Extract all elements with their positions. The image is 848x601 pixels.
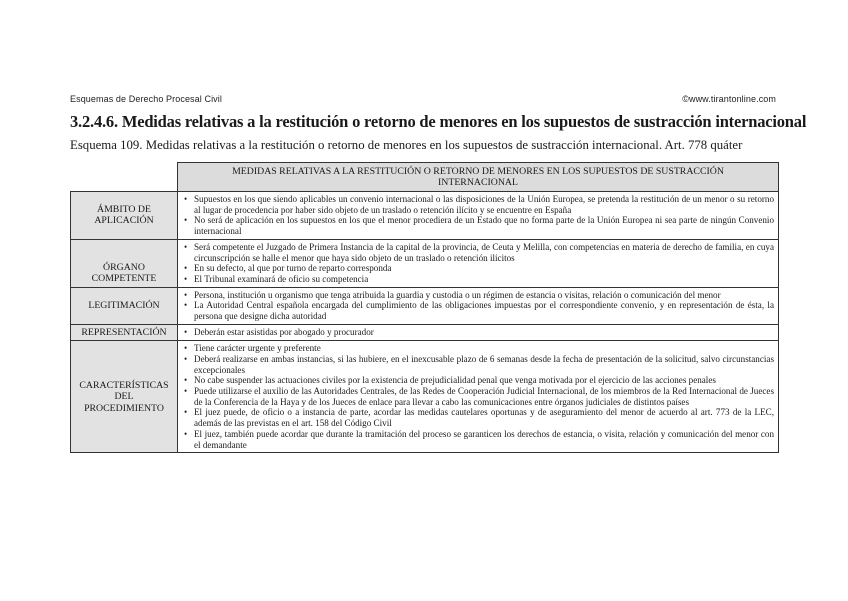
schema-table <box>70 162 779 453</box>
schema-title: Esquema 109. Medidas relativas a la restitución o retorno de menores en los supuestos de sustracción internacional. Art. 778 quáter <box>70 138 743 152</box>
row-label: CARACTERÍSTICAS DEL PROCEDIMIENTO <box>71 341 178 453</box>
list-item: • El Tribunal examinará de oficio su competencia <box>194 274 774 285</box>
running-header-right: ©www.tirantonline.com <box>682 94 776 104</box>
list-item: • Supuestos en los que siendo aplicables un convenio internacional o las disposiciones de la Unión Europea, se pretenda la restitución de un menor o su retorno al lugar de procedencia por haber sido objeto de un traslado o retención ilícito y se encuentre en España <box>194 194 774 215</box>
row-content <box>178 239 779 287</box>
list-item: • Puede utilizarse el auxilio de las Autoridades Centrales, de las Redes de Cooperación Judicial Internacional, de los miembros de la Red Internacional de Jueces de la Conferencia de la Haya y de los Jueces de enlace para llevar a cabo las comunicaciones entre órganos judiciales de distintos países <box>194 386 774 407</box>
list-item: • No será de aplicación en los supuestos en los que el menor procediera de un Estado que no forma parte de la Unión Europea ni sea parte de ningún Convenio internacional <box>194 215 774 236</box>
row-content <box>178 287 779 324</box>
list-item: • Deberán estar asistidas por abogado y procurador <box>194 327 774 338</box>
table-row <box>71 324 779 341</box>
table-row <box>71 239 779 287</box>
row-content <box>178 341 779 453</box>
table-header-row <box>71 163 779 192</box>
row-label: REPRESENTACIÓN <box>71 324 178 341</box>
list-item: • El juez, también puede acordar que durante la tramitación del proceso se garanticen los derechos de estancia, o visita, relación y comunicación del menor con el demandante <box>194 429 774 450</box>
row-label: ÁMBITO DE APLICACIÓN <box>71 192 178 240</box>
row-label: ÓRGANO COMPETENTE <box>71 239 178 287</box>
list-item: • Será competente el Juzgado de Primera Instancia de la capital de la provincia, de Ceuta y Melilla, con competencias en materia de derecho de familia, en cuya circunscripción se halle el menor que haya sido objeto de un traslado o retención ilícitos <box>194 242 774 263</box>
list-item: • Tiene carácter urgente y preferente <box>194 343 774 354</box>
row-content <box>178 324 779 341</box>
list-item: • En su defecto, al que por turno de reparto corresponda <box>194 263 774 274</box>
list-item: • Deberá realizarse en ambas instancias, si las hubiere, en el inexcusable plazo de 6 semanas desde la fecha de presentación de la solicitud, salvo circunstancias excepcionales <box>194 354 774 375</box>
table-corner <box>71 163 178 192</box>
list-item: • El juez puede, de oficio o a instancia de parte, acordar las medidas cautelares oportunas y de aseguramiento del menor de acuerdo al art. 773 de la LEC, además de las previstas en el art. 158 del Código Civil <box>194 407 774 428</box>
table-row <box>71 341 779 453</box>
row-label: LEGITIMACIÓN <box>71 287 178 324</box>
section-title: 3.2.4.6. Medidas relativas a la restitución o retorno de menores en los supuestos de sustracción internacional <box>70 112 807 131</box>
running-header-left: Esquemas de Derecho Procesal Civil <box>70 94 222 104</box>
table-row <box>71 287 779 324</box>
list-item: • La Autoridad Central española encargada del cumplimiento de las obligaciones impuestas por el correspondiente convenio, y en representación de ésta, la persona que designe dicha autoridad <box>194 300 774 321</box>
list-item: • No cabe suspender las actuaciones civiles por la existencia de prejudicialidad penal que venga motivada por el ejercicio de las acciones penales <box>194 375 774 386</box>
list-item: • Persona, institución u organismo que tenga atribuida la guardia y custodia o un régimen de estancia o visitas, relación o comunicación del menor <box>194 290 774 301</box>
row-content <box>178 192 779 240</box>
table-row <box>71 192 779 240</box>
table-header: MEDIDAS RELATIVAS A LA RESTITUCIÓN O RETORNO DE MENORES EN LOS SUPUESTOS DE SUSTRACCIÓN INTERNACIONAL <box>178 163 779 192</box>
